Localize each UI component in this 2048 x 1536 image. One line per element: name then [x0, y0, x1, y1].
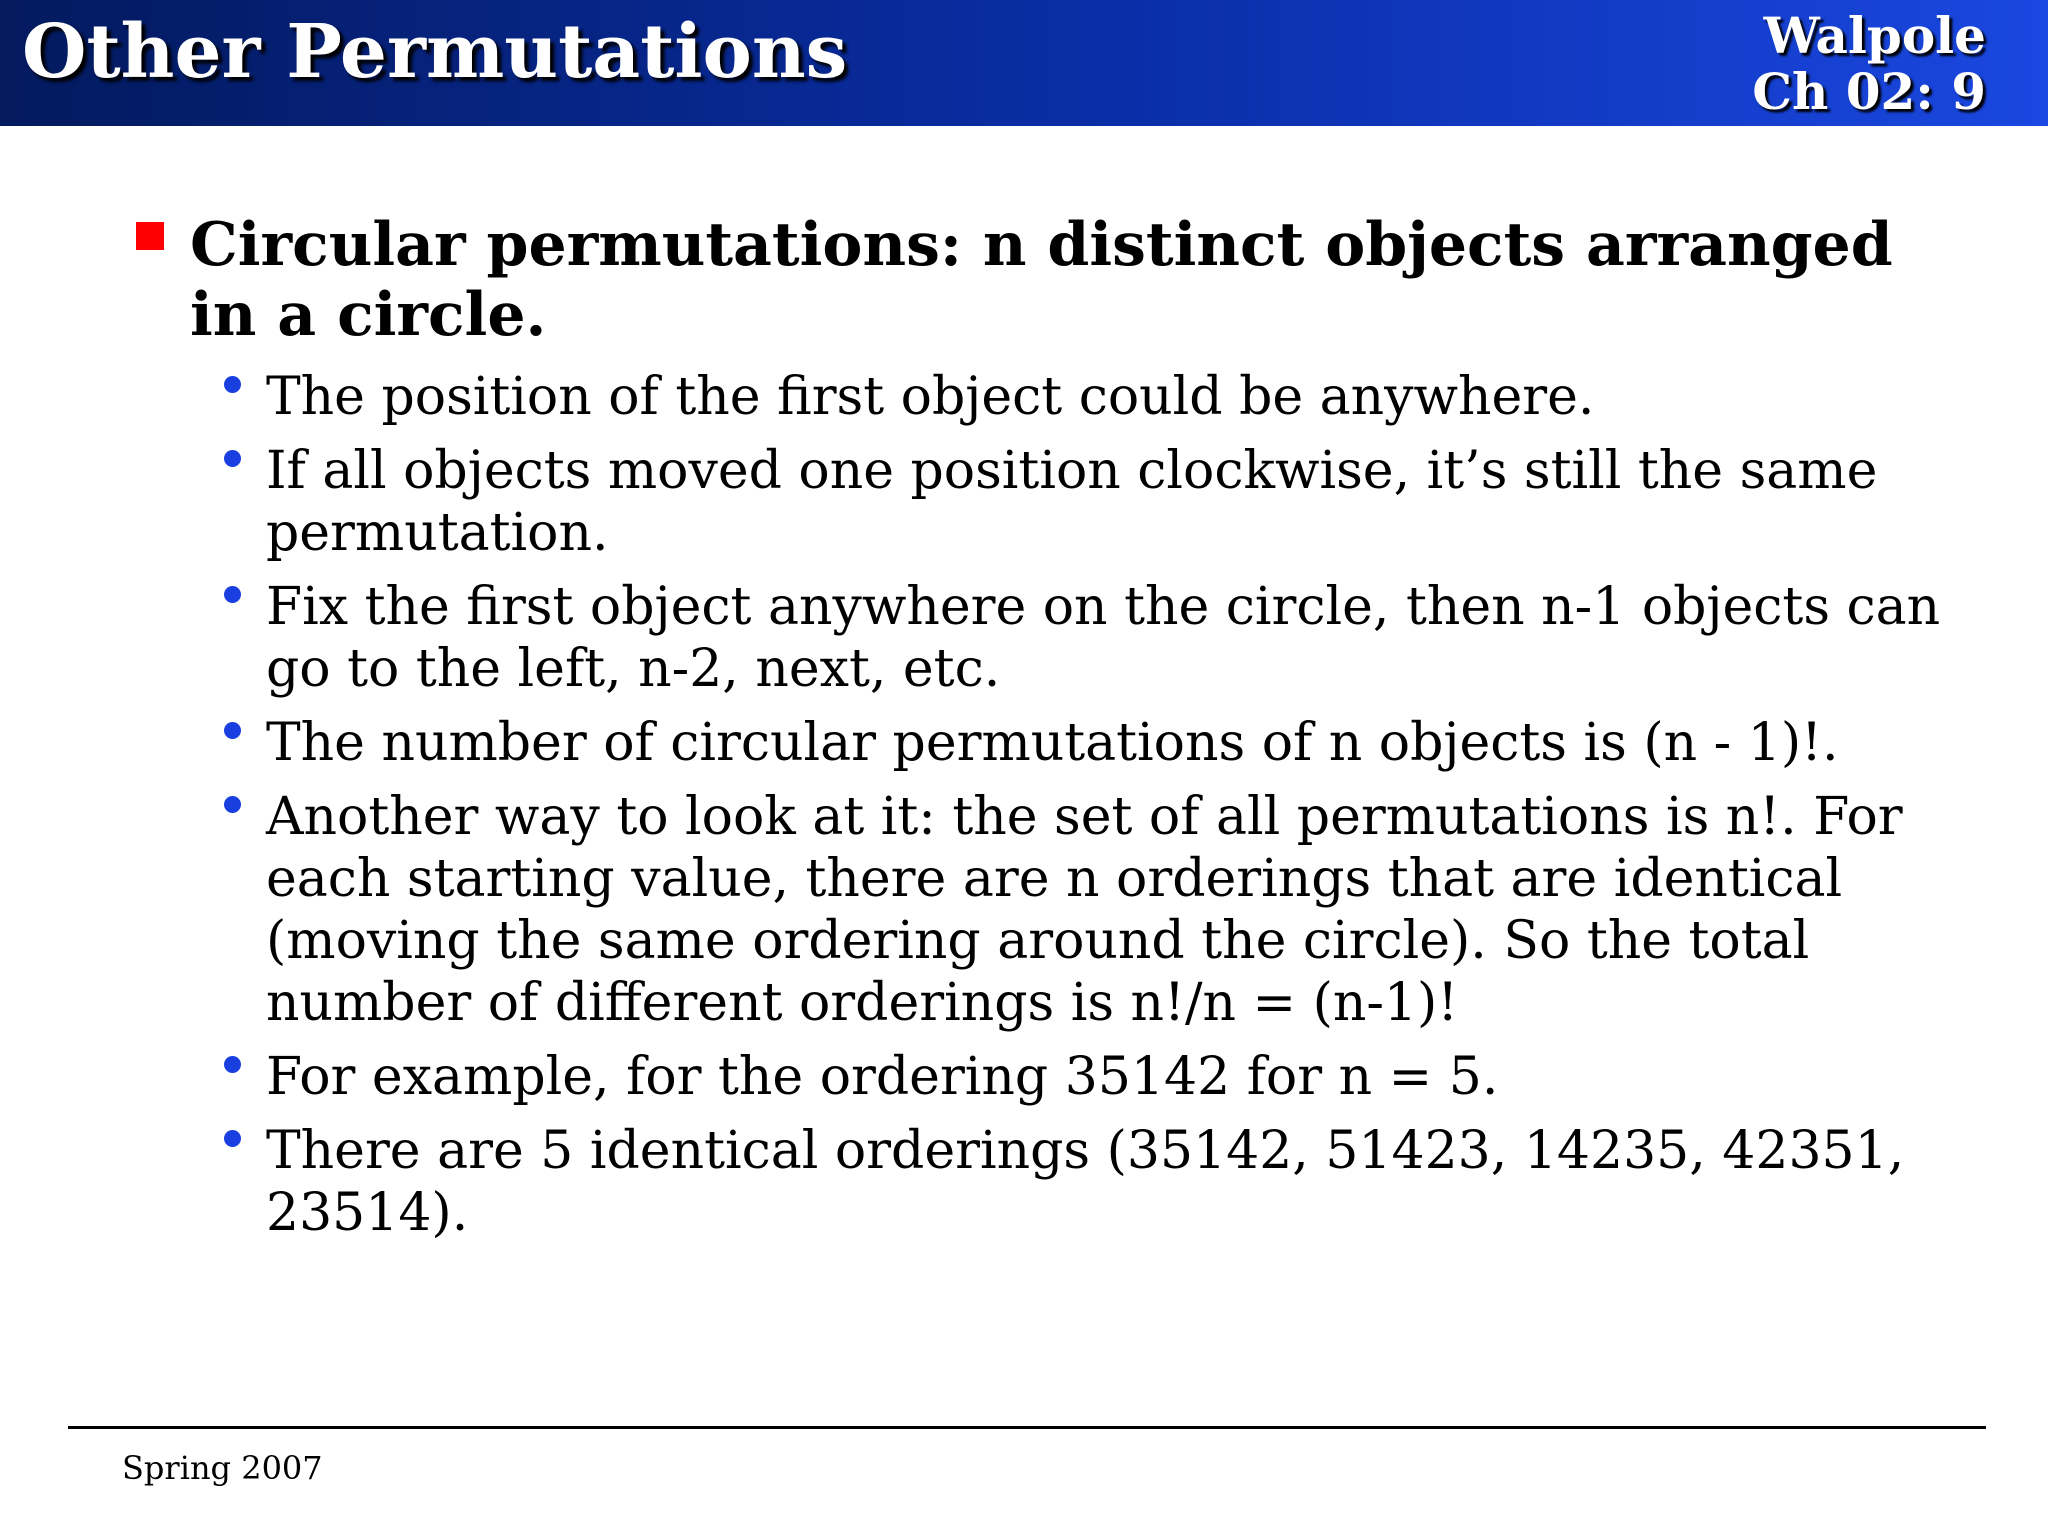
- sub-bullet-item: [0, 440, 2048, 564]
- dot-bullet-icon: [224, 586, 241, 603]
- sub-bullet-text: There are 5 identical orderings (35142, 51423, 14235, 42351, 23514).: [266, 1121, 1905, 1243]
- sub-bullet-text: Fix the first object anywhere on the circle, then n-1 objects can go to the left, n-2, next, etc.: [266, 577, 1941, 699]
- sub-bullet-text: The position of the first object could be anywhere.: [266, 367, 1595, 427]
- chapter-reference: [1752, 8, 1986, 120]
- footer-divider: [68, 1426, 1986, 1429]
- dot-bullet-icon: [224, 450, 241, 467]
- dot-bullet-icon: [224, 722, 241, 739]
- reference-author: Walpole: [1763, 6, 1986, 65]
- dot-bullet-icon: [224, 1056, 241, 1073]
- footer-date: Spring 2007: [122, 1449, 323, 1487]
- dot-bullet-icon: [224, 376, 241, 393]
- sub-bullet-item: [0, 1120, 2048, 1244]
- sub-bullet-list: [0, 366, 2048, 1256]
- dot-bullet-icon: [224, 796, 241, 813]
- slide-title: Other Permutations: [22, 9, 848, 95]
- dot-bullet-icon: [224, 1130, 241, 1147]
- sub-bullet-item: [0, 1046, 2048, 1108]
- sub-bullet-text: Another way to look at it: the set of all permutations is n!. For each starting value, there are n orderings that are identical (moving the same ordering around the circle). So the total number of different orderings is n!/n = (n-1)!: [266, 787, 1903, 1033]
- sub-bullet-text: If all objects moved one position clockwise, it’s still the same permutation.: [266, 441, 1878, 563]
- sub-bullet-text: For example, for the ordering 35142 for n = 5.: [266, 1047, 1499, 1107]
- main-bullet-text: Circular permutations: n distinct objects arranged in a circle.: [190, 210, 1893, 350]
- sub-bullet-item: [0, 576, 2048, 700]
- reference-page: Ch 02: 9: [1752, 62, 1986, 121]
- title-bar: [0, 0, 2048, 126]
- sub-bullet-item: [0, 712, 2048, 774]
- sub-bullet-item: [0, 786, 2048, 1034]
- sub-bullet-text: The number of circular permutations of n objects is (n - 1)!.: [266, 713, 1839, 773]
- square-bullet-icon: [136, 222, 164, 250]
- sub-bullet-item: [0, 366, 2048, 428]
